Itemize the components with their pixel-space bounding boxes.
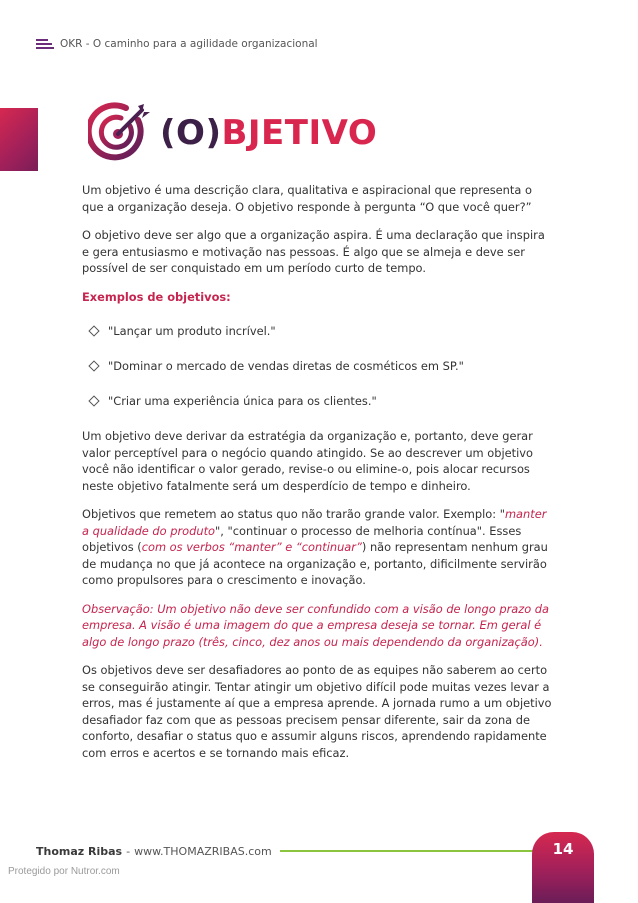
protected-notice: Protegido por Nutror.com — [8, 866, 120, 877]
status-quo-text-e: ) não representam nenhum grau de mudança no que já acontece na organização e, portanto, dificilmente servirão como propulsores para o crescimento e inovação. — [82, 540, 548, 587]
example-item — [88, 323, 554, 339]
section-title — [160, 113, 377, 153]
example-text: "Lançar um produto incrível." — [108, 323, 276, 338]
example-item — [88, 358, 554, 374]
diamond-bullet-icon — [88, 360, 99, 371]
left-accent-bar — [0, 108, 38, 171]
page-header — [36, 36, 318, 52]
target-icon — [88, 100, 154, 166]
observation-note: Observação: Um objetivo não deve ser confundido com a visão de longo prazo da empresa. A visão é uma imagem do que a empresa deseja se tornar. Em geral é algo de longo prazo (três, cinco, dez anos ou mais dependendo da organização). — [82, 601, 550, 649]
status-quo-text-c: ", "continuar o processo de melhoria contínua". Esses objetivos ( — [82, 523, 522, 554]
example-item — [88, 393, 554, 409]
footer-website-link[interactable]: www.THOMAZRIBAS.com — [134, 844, 272, 858]
header-title: OKR - O caminho para a agilidade organizacional — [60, 38, 318, 50]
footer-separator: - — [126, 844, 131, 858]
page-footer — [36, 840, 596, 862]
title-parenthesis: (O) — [160, 113, 222, 153]
page-number: 14 — [552, 840, 574, 858]
main-content — [82, 182, 554, 773]
paragraph-definition: Um objetivo é uma descrição clara, qualitativa e aspiracional que representa o que a organização deseja. O objetivo responde à pergunta “O que você quer?” — [82, 183, 532, 214]
section-title-row — [88, 96, 377, 170]
paragraph-aspiration: O objetivo deve ser algo que a organização aspira. É uma declaração que inspira e gera entusiasmo e motivação nas pessoas. É algo que se almeja e deve ser possível de ser conquistado em um período curto de tempo. — [82, 228, 545, 275]
diamond-bullet-icon — [88, 325, 99, 336]
footer-author: Thomaz Ribas — [36, 844, 123, 858]
title-rest: BJETIVO — [221, 113, 378, 153]
menu-lines-icon — [36, 38, 54, 50]
status-quo-verbs: com os verbos “manter” e “continuar” — [141, 540, 362, 554]
paragraph-strategy: Um objetivo deve derivar da estratégia da organização e, portanto, deve gerar valor perceptível para o negócio quando atingido. Se ao descrever um objetivo você não identificar o valor gerado, revise-o ou elimine-o, pois alocar recursos neste objetivo fatalmente será um desperdício de tempo e dinheiro. — [82, 429, 533, 493]
status-quo-text-a: Objetivos que remetem ao status quo não trarão grande valor. Exemplo: " — [82, 507, 505, 521]
example-text: "Dominar o mercado de vendas diretas de cosméticos em SP." — [108, 358, 464, 373]
paragraph-challenge: Os objetivos deve ser desafiadores ao ponto de as equipes não saberem ao certo se conseguirão atingir. Tentar atingir um objetivo difícil pode muitas vezes levar a erros, mas é justamente aí que a empresa aprende. A jornada rumo a um objetivo desafiador faz com que as pessoas precisem pensar diferente, sair da zona de conforto, desafiar o status quo e assumir alguns riscos, aprendendo rapidamente com erros e acertos e se tornando mais eficaz. — [82, 663, 552, 760]
status-quo-example: manter a qualidade do produto — [82, 507, 547, 538]
page-number-tab — [532, 832, 594, 903]
example-text: "Criar uma experiência única para os clientes." — [108, 393, 377, 408]
examples-heading: Exemplos de objetivos: — [82, 289, 231, 304]
paragraph-status-quo — [82, 506, 554, 589]
diamond-bullet-icon — [88, 395, 99, 406]
